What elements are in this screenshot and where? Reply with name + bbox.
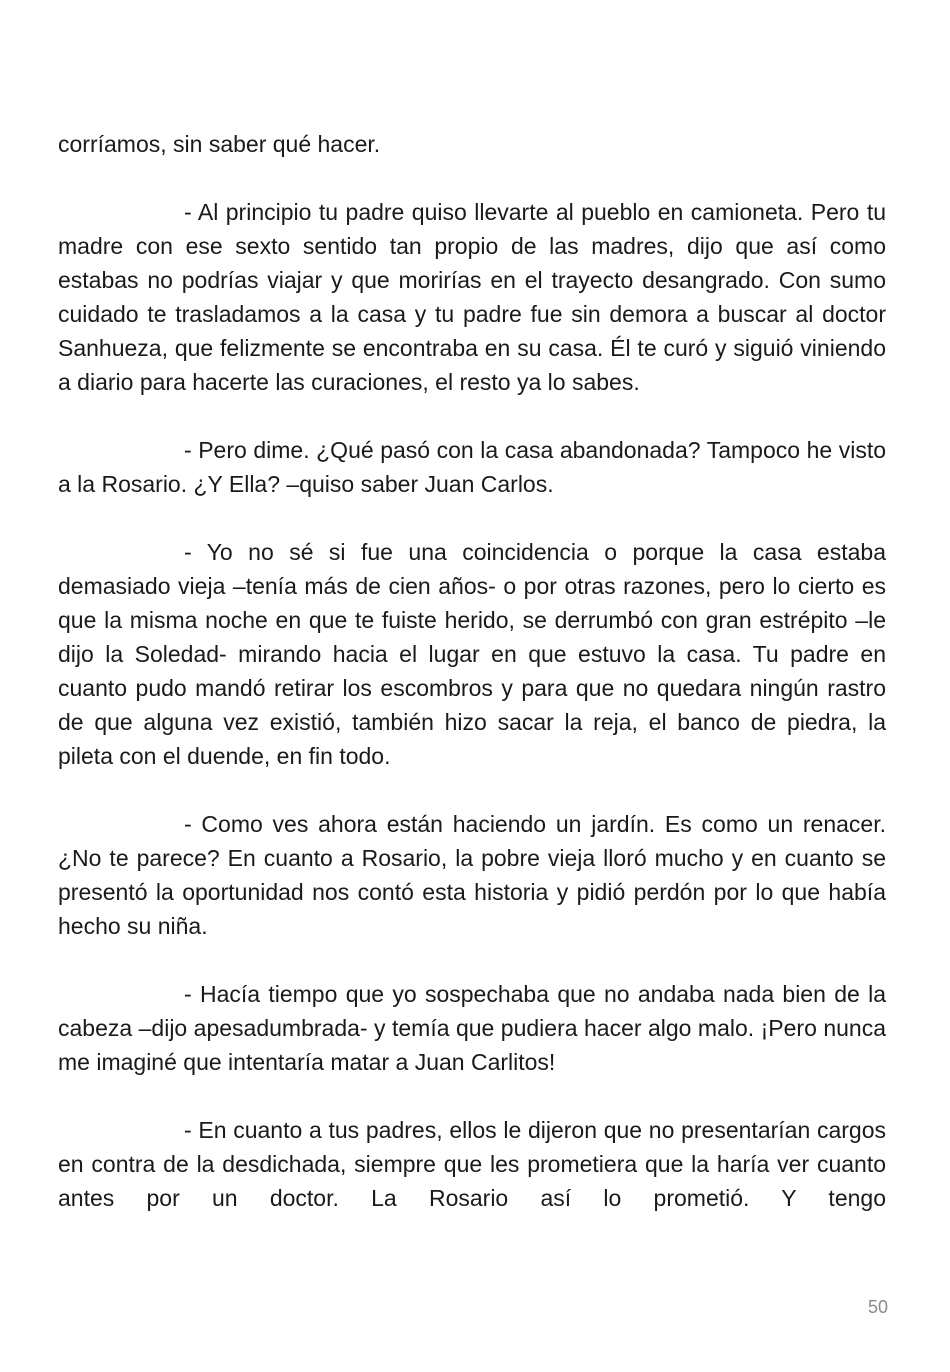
page-body <box>58 127 886 1215</box>
page-number: 50 <box>867 1297 888 1317</box>
paragraph-4: - Yo no sé si fue una coincidencia o porque la casa estaba demasiado vieja –tenía más de cien años- o por otras razones, pero lo cierto es que la misma noche en que te fuiste herido, se derrumbó con gran estrépito –le dijo la Soledad- mirando hacia el lugar en que estuvo la casa. Tu padre en cuanto pudo mandó retirar los escombros y para que no quedara ningún rastro de que alguna vez existió, también hizo sacar la reja, el banco de piedra, la pileta con el duende, en fin todo. <box>58 539 886 769</box>
paragraph-5: - Como ves ahora están haciendo un jardín. Es como un renacer. ¿No te parece? En cuanto a Rosario, la pobre vieja lloró mucho y en cuanto se presentó la oportunidad nos contó esta historia y pidió perdón por lo que había hecho su niña. <box>58 811 886 939</box>
paragraph-6: - Hacía tiempo que yo sospechaba que no andaba nada bien de la cabeza –dijo apesadumbrada- y temía que pudiera hacer algo malo. ¡Pero nunca me imaginé que intentaría matar a Juan Carlitos! <box>58 981 886 1075</box>
paragraph-3: - Pero dime. ¿Qué pasó con la casa abandonada? Tampoco he visto a la Rosario. ¿Y Ella? –quiso saber Juan Carlos. <box>58 437 886 497</box>
paragraph-2: - Al principio tu padre quiso llevarte al pueblo en camioneta. Pero tu madre con ese sexto sentido tan propio de las madres, dijo que así como estabas no podrías viajar y que morirías en el trayecto desangrado. Con sumo cuidado te trasladamos a la casa y tu padre fue sin demora a buscar al doctor Sanhueza, que felizmente se encontraba en su casa. Él te curó y siguió viniendo a diario para hacerte las curaciones, el resto ya lo sabes. <box>58 199 886 395</box>
paragraph-7: - En cuanto a tus padres, ellos le dijeron que no presentarían cargos en contra de la desdichada, siempre que les prometiera que la haría ver cuanto antes por un doctor. La Rosario así lo prometió. Y tengo <box>58 1117 886 1211</box>
paragraph-1: corríamos, sin saber qué hacer. <box>58 131 381 157</box>
